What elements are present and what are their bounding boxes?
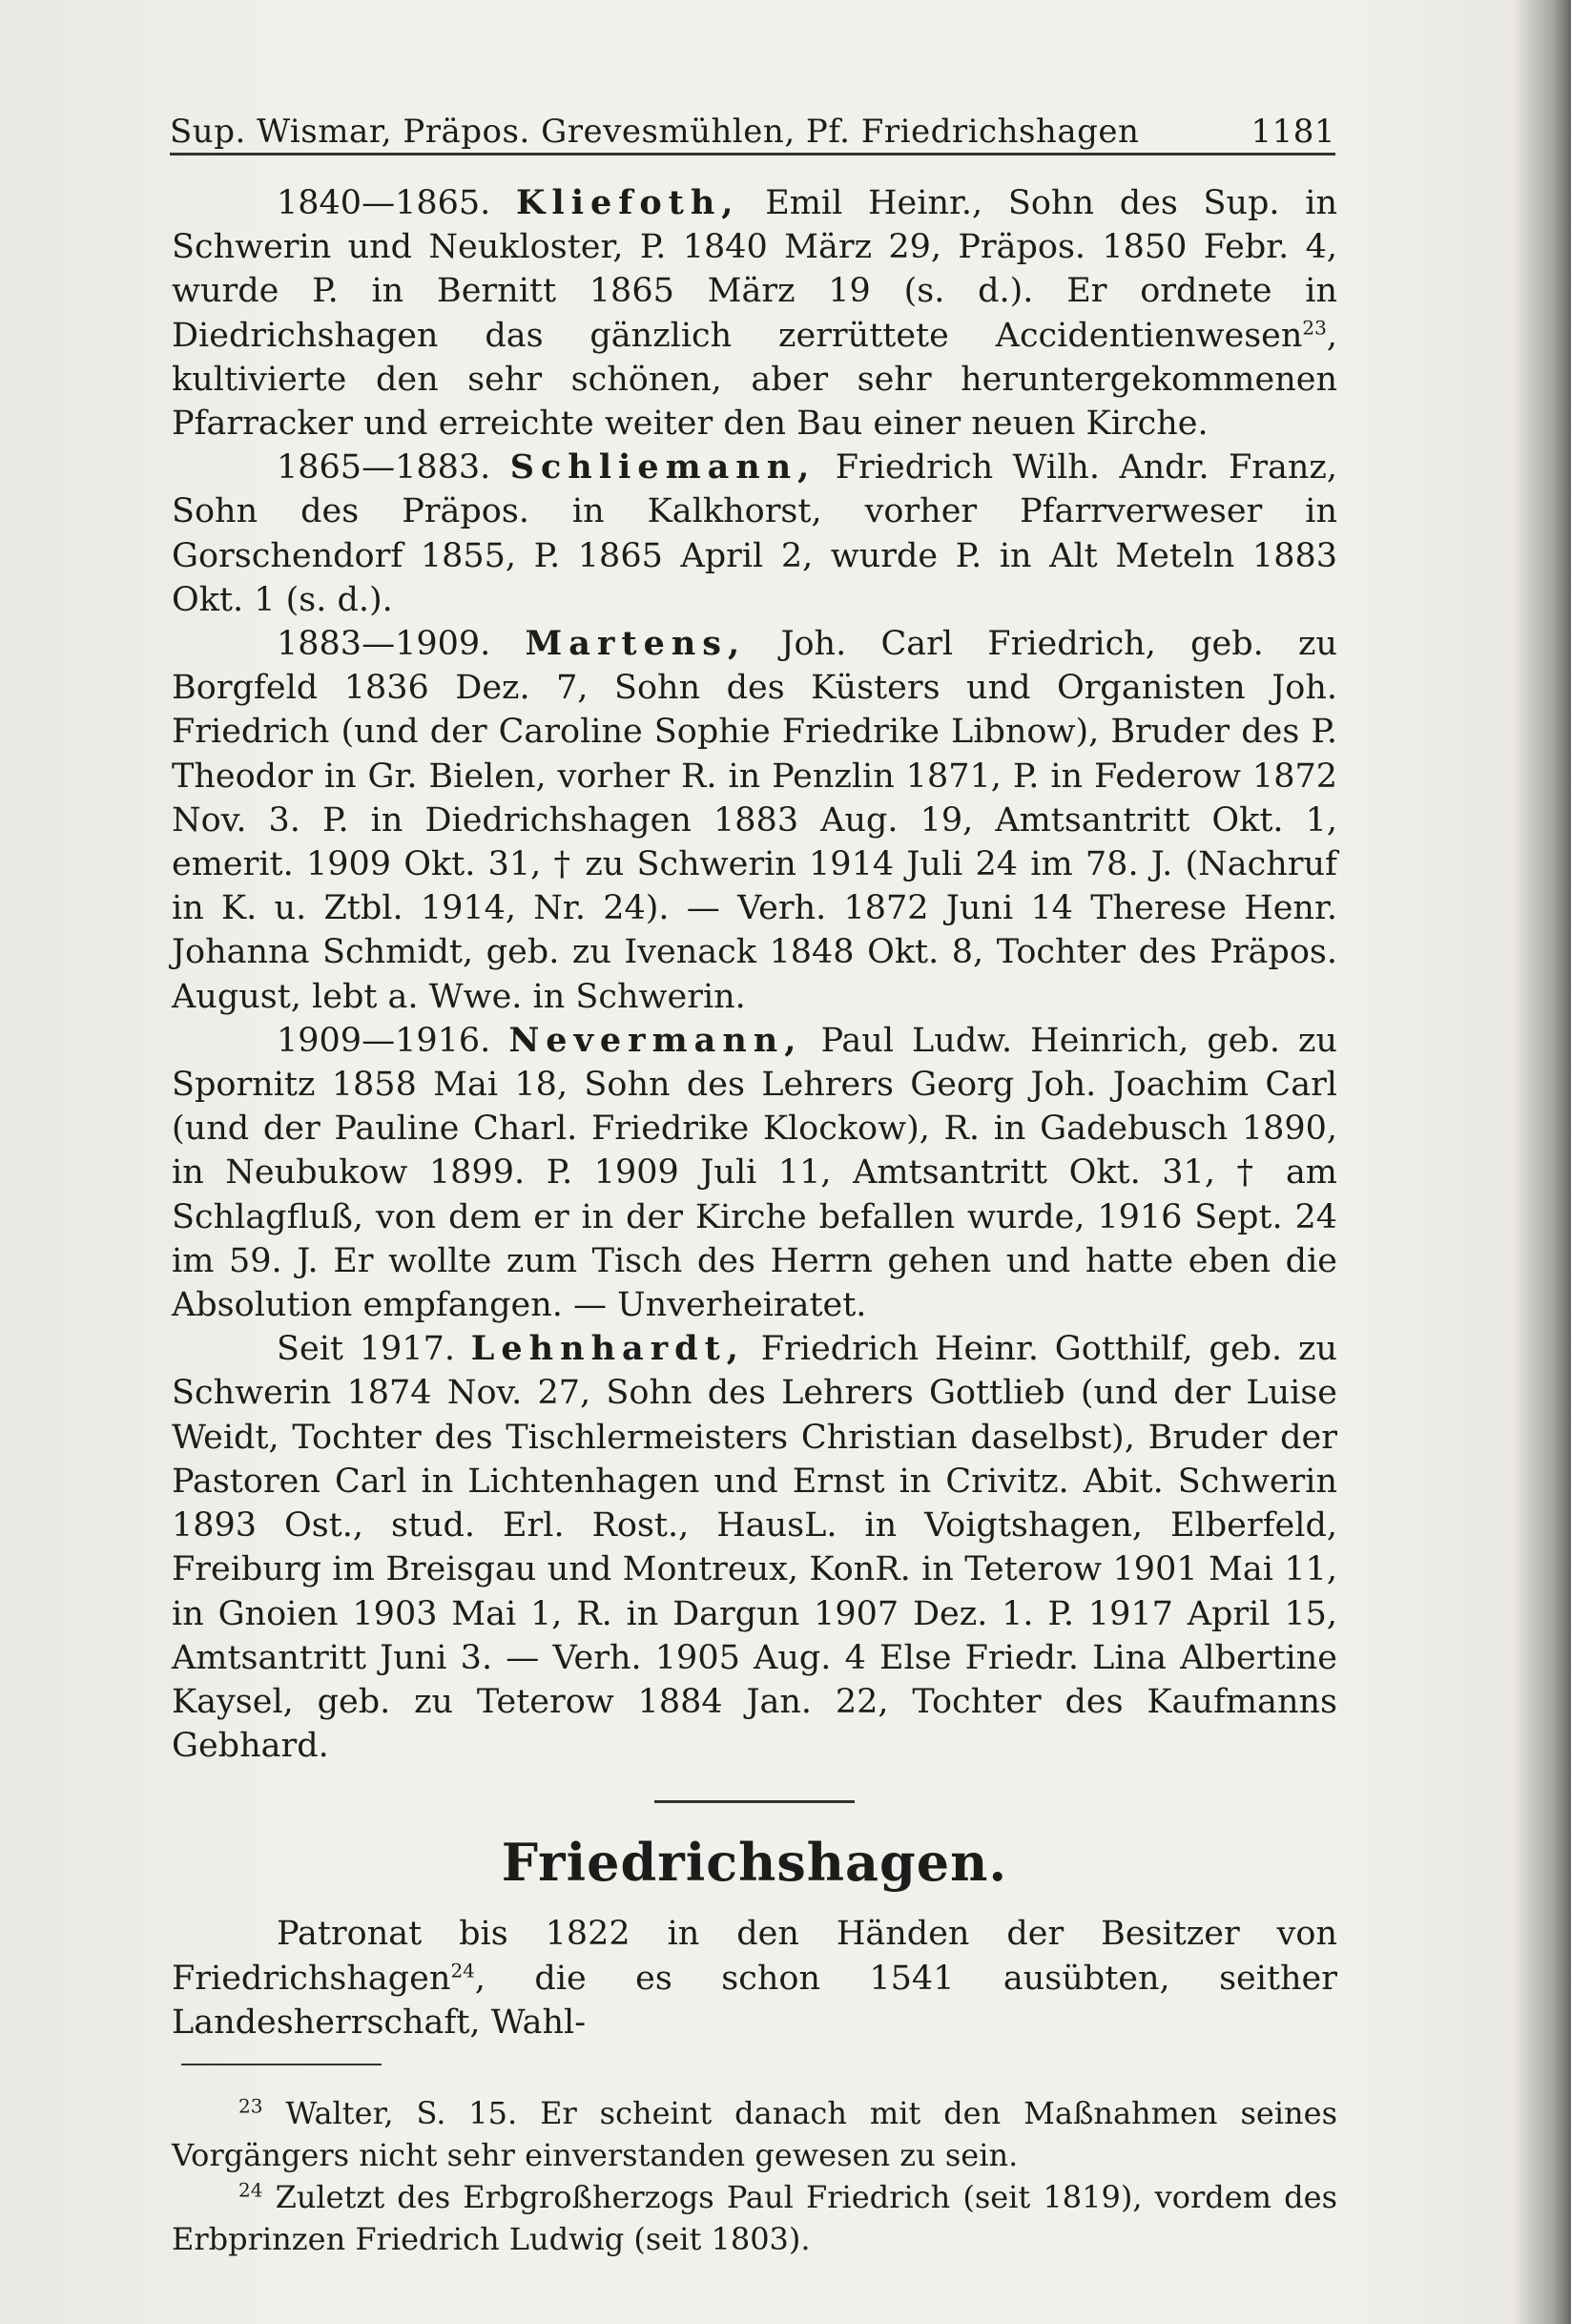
footnote-text: Walter, S. 15. Er scheint danach mit den Maßnahmen seines Vorgängers nicht sehr einverstanden gewesen zu sein. xyxy=(172,2094,1337,2173)
section-paragraph xyxy=(172,1912,1337,2044)
footnote xyxy=(172,2092,1337,2176)
footnote-ref: 23 xyxy=(1302,315,1327,339)
page-number: 1181 xyxy=(1251,113,1335,151)
running-header xyxy=(170,93,1335,151)
header-rule xyxy=(170,153,1335,156)
entry-paragraph xyxy=(172,446,1337,622)
footnote-ref: 24 xyxy=(450,1958,475,1982)
section-title: Friedrichshagen. xyxy=(501,1832,1008,1894)
entry-years: 1865—1883. xyxy=(277,448,491,488)
entry-paragraph xyxy=(172,181,1337,446)
entry-text: Friedrich Heinr. Gotthilf, geb. zu Schwerin 1874 Nov. 27, Sohn des Lehrers Gottlieb (und der Luise Weidt, Tochter des Tischlermeisters Christian daselbst), Bruder der Pastoren Carl in Lichtenhagen und Ernst in Crivitz. Abit. Schwerin 1893 Ost., stud. Erl. Rost., HausL. in Voigtshagen, Elberfeld, Freiburg im Breisgau und Montreux, KonR. in Teterow 1901 Mai 11, in Gnoien 1903 Mai 1, R. in Dargun 1907 Dez. 1. P. 1917 April 15, Amtsantritt Juni 3. — Verh. 1905 Aug. 4 Else Friedr. Lina Albertine Kaysel, geb. zu Teterow 1884 Jan. 22, Tochter des Kaufmanns Gebhard. xyxy=(172,1330,1337,1766)
footnote-text: Zuletzt des Erbgroßherzogs Paul Friedrich (seit 1819), vordem des Erbprinzen Friedrich Ludwig (seit 1803). xyxy=(172,2178,1337,2257)
footnote-number: 24 xyxy=(238,2178,263,2202)
book-spine-shadow xyxy=(1514,0,1571,2324)
footnote-rule xyxy=(181,2064,382,2065)
entry-paragraph xyxy=(172,1327,1337,1768)
entry-name: Schliemann, xyxy=(509,447,817,488)
footnote-number: 23 xyxy=(238,2094,263,2118)
entry-years: 1883—1909. xyxy=(277,625,491,664)
entry-paragraph xyxy=(172,622,1337,1019)
entry-text: Joh. Carl Friedrich, geb. zu Borgfeld 1836 Dez. 7, Sohn des Küsters und Organisten Joh. Friedrich (und der Caroline Sophie Friedrike Libnow), Bruder des P. Theodor in Gr. Bielen, vorher R. in Penzlin 1871, P. in Federow 1872 Nov. 3. P. in Diedrichshagen 1883 Aug. 19, Amtsantritt Okt. 1, emerit. 1909 Okt. 31, † zu Schwerin 1914 Juli 24 im 78. J. (Nachruf in K. u. Ztbl. 1914, Nr. 24). — Verh. 1872 Juni 14 Therese Henr. Johanna Schmidt, geb. zu Ivenack 1848 Okt. 8, Tochter des Präpos. August, lebt a. Wwe. in Schwerin. xyxy=(172,625,1337,1016)
page-body xyxy=(172,181,1337,2260)
section-divider xyxy=(654,1800,855,1803)
entry-name: Nevermann, xyxy=(508,1020,803,1060)
entry-name: Martens, xyxy=(525,624,747,664)
entry-name: Kliefoth, xyxy=(516,183,740,222)
header-title: Sup. Wismar, Präpos. Grevesmühlen, Pf. Friedrichshagen xyxy=(170,113,1140,151)
entry-name: Lehnhardt, xyxy=(470,1329,745,1369)
footnote xyxy=(172,2176,1337,2260)
entry-years: Seit 1917. xyxy=(277,1330,455,1369)
entry-years: 1840—1865. xyxy=(277,184,491,222)
entry-text: , kultivierte den sehr schönen, aber sehr heruntergekommenen Pfarracker und erreichte weiter den Bau einer neuen Kirche. xyxy=(172,316,1337,444)
section-text: Patronat bis 1822 in den Händen der Besitzer von Friedrichshagen xyxy=(172,1915,1337,1998)
entry-years: 1909—1916. xyxy=(277,1021,491,1060)
section-text: , die es schon 1541 ausübten, seither Landesherrschaft, Wahl- xyxy=(172,1959,1337,2042)
entry-text: Paul Ludw. Heinrich, geb. zu Spornitz 1858 Mai 18, Sohn des Lehrers Georg Joh. Joachim Carl (und der Pauline Charl. Friedrike Klockow), R. in Gadebusch 1890, in Neubukow 1899. P. 1909 Juli 11, Amtsantritt Okt. 31, † am Schlagfluß, von dem er in der Kirche befallen wurde, 1916 Sept. 24 im 59. J. Er wollte zum Tisch des Herrn gehen und hatte eben die Absolution empfangen. — Unverheiratet. xyxy=(172,1021,1337,1325)
entry-paragraph xyxy=(172,1019,1337,1327)
entry-text: Friedrich Wilh. Andr. Franz, Sohn des Präpos. in Kalkhorst, vorher Pfarrverweser in Gorschendorf 1855, P. 1865 April 2, wurde P. in Alt Meteln 1883 Okt. 1 (s. d.). xyxy=(172,448,1337,619)
entry-text: Emil Heinr., Sohn des Sup. in Schwerin und Neukloster, P. 1840 März 29, Präpos. 1850 Febr. 4, wurde P. in Bernitt 1865 März 19 (s. d.). Er ordnete in Diedrichshagen das gänzlich zerrüttete Accidentienwesen xyxy=(172,184,1337,355)
